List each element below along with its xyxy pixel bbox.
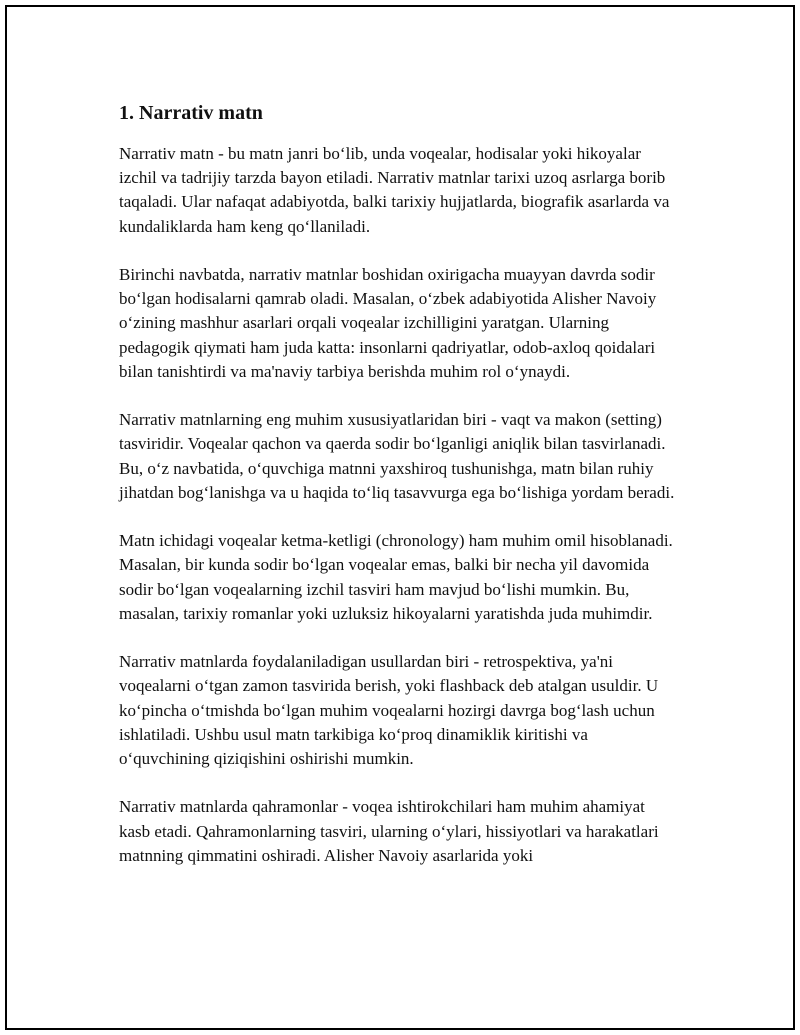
paragraph: Narrativ matnlarda qahramonlar - voqea ishtirokchilari ham muhim ahamiyat kasb etadi. Qahramonlarning tasviri, ularning o‘ylari, hissiyotlari va harakatlari matnning qimmatini oshiradi. Alisher Navoiy asarlarida yoki	[119, 797, 659, 865]
document-body	[119, 95, 679, 892]
paragraph: Narrativ matn - bu matn janri bo‘lib, unda voqealar, hodisalar yoki hikoyalar izchil va tadrijiy tarzda bayon etiladi. Narrativ matnlar tarixi uzoq asrlarga borib taqaladi. Ular nafaqat adabiyotda, balki tarixiy hujjatlarda, biografik asarlarda va kundaliklarda ham keng qo‘llaniladi.	[119, 144, 670, 236]
paragraph: Birinchi navbatda, narrativ matnlar boshidan oxirigacha muayyan davrda sodir bo‘lgan hodisalarni qamrab oladi. Masalan, o‘zbek adabiyotida Alisher Navoiy o‘zining mashhur asarlari orqali voqealar izchilligini yaratgan. Ularning pedagogik qiymati ham juda katta: insonlarni qadriyatlar, odob-axloq qoidalari bilan tanishtirdi va ma'naviy tarbiya berishda muhim rol o‘ynaydi.	[119, 265, 657, 381]
page-frame	[5, 5, 795, 1030]
paragraph: Matn ichidagi voqealar ketma-ketligi (chronology) ham muhim omil hisoblanadi. Masalan, bir kunda sodir bo‘lgan voqealar emas, balki bir necha yil davomida sodir bo‘lgan voqealarning izchil tasviri ham mavjud bo‘lishi mumkin. Bu, masalan, tarixiy romanlar yoki uzluksiz hikoyalarni yaratishda juda muhimdir.	[119, 531, 673, 623]
paragraph: Narrativ matnlarning eng muhim xususiyatlaridan biri - vaqt va makon (setting) tasviridir. Voqealar qachon va qaerda sodir bo‘lganligi aniqlik bilan tasvirlanadi. Bu, o‘z navbatida, o‘quvchiga matnni yaxshiroq tushunishga, matn bilan ruhiy jihatdan bog‘lanishga va u haqida to‘liq tasavvurga ega bo‘lishiga yordam beradi.	[119, 410, 675, 502]
section-title: 1. Narrativ matn	[119, 102, 263, 124]
paragraph: Narrativ matnlarda foydalaniladigan usullardan biri - retrospektiva, ya'ni voqealarni o‘tgan zamon tasvirida berish, yoki flashback deb atalgan usuldir. U ko‘pincha o‘tmishda bo‘lgan muhim voqealarni hozirgi davrga bog‘lash uchun ishlatiladi. Ushbu usul matn tarkibiga ko‘proq dinamiklik kiritishi va o‘quvchining qiziqishini oshirishi mumkin.	[119, 652, 659, 769]
